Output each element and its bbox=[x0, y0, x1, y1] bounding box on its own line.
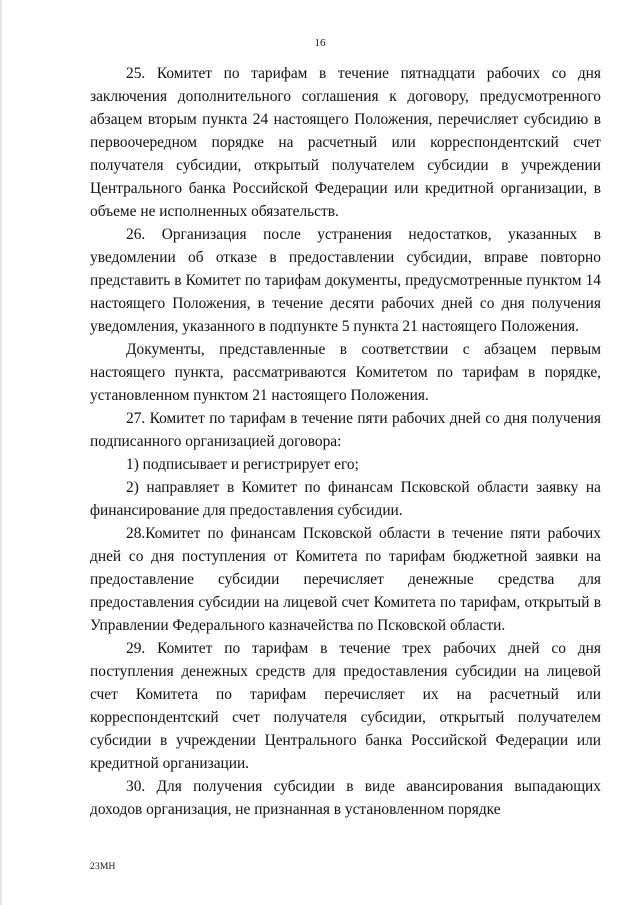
page-number: 16 bbox=[314, 37, 326, 49]
paragraph-27: 27. Комитет по тарифам в течение пяти рабочих дней со дня получения подписанного организацией договора: bbox=[90, 410, 601, 450]
paragraph-27-item-2: 2) направляет в Комитет по финансам Псковской области заявку на финансирование для предоставления субсидии. bbox=[90, 479, 601, 519]
paragraph-26-documents: Документы, представленные в соответствии с абзацем первым настоящего пункта, рассматриваются Комитетом по тарифам в порядке, установленном пунктом 21 настоящего Положения. bbox=[90, 341, 601, 404]
paragraph-26: 26. Организация после устранения недостатков, указанных в уведомлении об отказе в предоставлении субсидии, вправе повторно представить в Комитет по тарифам документы, предусмотренные пунктом 14 настоящего Положения, в течение десяти рабочих дней со дня получения уведомления, указанного в подпункте 5 пункта 21 настоящего Положения. bbox=[90, 226, 601, 335]
paragraph-30: 30. Для получения субсидии в виде авансирования выпадающих доходов организация, не признанная в установленном порядке bbox=[90, 778, 601, 818]
paragraph-25: 25. Комитет по тарифам в течение пятнадцати рабочих со дня заключения дополнительного соглашения к договору, предусмотренного абзацем вторым пункта 24 настоящего Положения, перечисляет субсидию в первоочередном порядке на расчетный или корреспондентский счет получателя субсидии, открытый получателем субсидии в учреждении Центрального банка Российской Федерации или кредитной организации, в объеме не исполненных обязательств. bbox=[90, 65, 601, 220]
document-body bbox=[90, 62, 601, 821]
paragraph-28: 28.Комитет по финансам Псковской области в течение пяти рабочих дней со дня поступления от Комитета по тарифам бюджетной заявки на предоставление субсидии перечисляет денежные средства для предоставления субсидии на лицевой счет Комитета по тарифам, открытый в Управлении Федерального казначейства по Псковской области. bbox=[90, 525, 601, 634]
footer-code: 23МН bbox=[90, 862, 116, 872]
paragraph-27-item-1: 1) подписывает и регистрирует его; bbox=[126, 456, 359, 473]
scan-edge-shadow bbox=[0, 0, 3, 905]
paragraph-29: 29. Комитет по тарифам в течение трех рабочих дней со дня поступления денежных средств для предоставления субсидии на лицевой счет Комитета по тарифам перечисляет их на расчетный или корреспондентский счет получателя субсидии, открытый получателем субсидии в учреждении Центрального банка Российской Федерации или кредитной организации. bbox=[90, 640, 601, 772]
